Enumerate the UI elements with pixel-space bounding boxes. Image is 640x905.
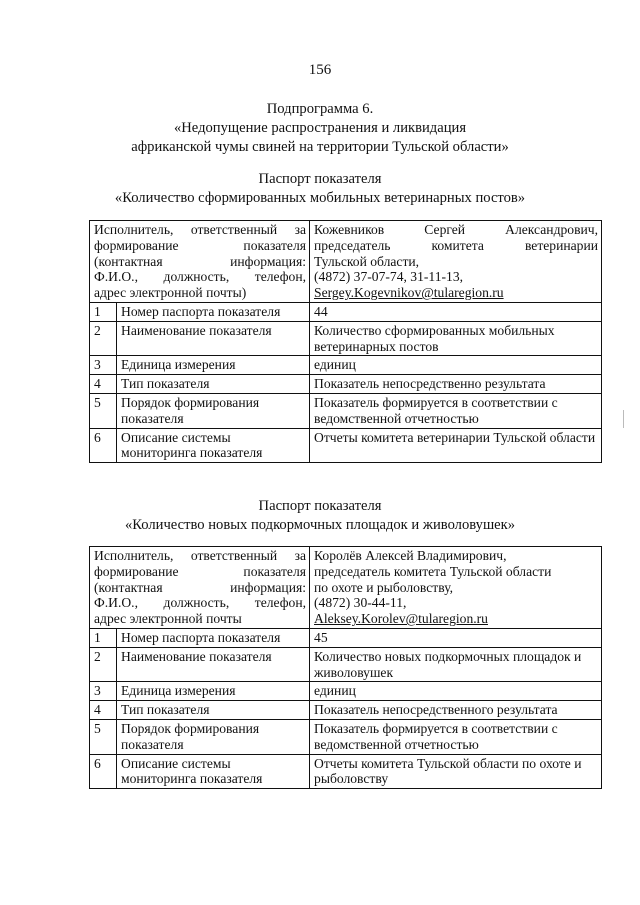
- executor-label: [90, 221, 310, 303]
- table-row: [90, 701, 602, 720]
- row-value: Количество сформированных мобильных ветеринарных постов: [310, 321, 602, 356]
- executor-label-line: адрес электронной почты: [94, 611, 242, 627]
- executor-value: [310, 221, 602, 303]
- table-row: [90, 428, 602, 463]
- row-number: 5: [90, 719, 117, 754]
- row-label: Наименование показателя: [117, 321, 310, 356]
- row-value: единиц: [310, 356, 602, 375]
- executor-row: [90, 221, 602, 303]
- row-label: Номер паспорта показателя: [117, 302, 310, 321]
- executor-label-line: формирование показателя: [94, 563, 307, 579]
- subprogram-line-1: «Недопущение распространения и ликвидация: [173, 120, 467, 136]
- row-number: 6: [90, 428, 117, 463]
- row-value: Показатель непосредственно результата: [310, 375, 602, 394]
- row-value: Отчеты комитета Тульской области по охоте и рыболовству: [310, 754, 602, 789]
- row-value: единиц: [310, 682, 602, 701]
- row-label: Описание системы мониторинга показателя: [117, 428, 310, 463]
- passport-1-heading: [0, 170, 640, 208]
- row-number: 5: [90, 393, 117, 428]
- table-row: [90, 321, 602, 356]
- executor-value-line: Королёв Алексей Владимирович,: [314, 548, 507, 563]
- row-number: 2: [90, 647, 117, 682]
- row-value: Показатель формируется в соответствии с ведомственной отчетностью: [310, 393, 602, 428]
- row-number: 4: [90, 375, 117, 394]
- passport-2-title: Паспорт показателя: [258, 498, 382, 514]
- executor-value-line: председатель комитета Тульской области: [314, 563, 552, 579]
- executor-label-line: Исполнитель, ответственный за: [94, 548, 307, 563]
- executor-value-line: по охоте и рыболовству,: [314, 579, 454, 595]
- table-row: [90, 754, 602, 789]
- passport-1-table: [89, 220, 602, 463]
- row-label: Описание системы мониторинга показателя: [117, 754, 310, 789]
- row-number: 3: [90, 356, 117, 375]
- row-number: 3: [90, 682, 117, 701]
- row-label: Единица измерения: [117, 356, 310, 375]
- row-number: 1: [90, 302, 117, 321]
- row-value: Показатель непосредственного результата: [310, 701, 602, 720]
- row-label: Тип показателя: [117, 375, 310, 394]
- executor-label-line: Ф.И.О., должность, телефон,: [94, 269, 307, 285]
- executor-value-line: Тульской области,: [314, 253, 420, 269]
- executor-label-line: (контактная информация:: [94, 253, 307, 269]
- table-row: [90, 628, 602, 647]
- row-number: 2: [90, 321, 117, 356]
- executor-row: [90, 547, 602, 629]
- table-row: [90, 302, 602, 321]
- page-number: 156: [308, 62, 332, 78]
- passport-2-table: [89, 546, 602, 789]
- executor-email-link[interactable]: Aleksey.Korolev@tularegion.ru: [314, 611, 488, 627]
- executor-value-line: (4872) 37-07-74, 31-11-13,: [314, 269, 464, 285]
- executor-label-line: адрес электронной почты): [94, 285, 247, 301]
- executor-value-line: (4872) 30-44-11,: [314, 595, 407, 611]
- executor-label-line: Ф.И.О., должность, телефон,: [94, 595, 307, 611]
- executor-value: [310, 547, 602, 629]
- table-row: [90, 356, 602, 375]
- row-label: Порядок формирования показателя: [117, 719, 310, 754]
- row-value: Показатель формируется в соответствии с ведомственной отчетностью: [310, 719, 602, 754]
- row-label: Единица измерения: [117, 682, 310, 701]
- row-label: Номер паспорта показателя: [117, 628, 310, 647]
- executor-label-line: (контактная информация:: [94, 579, 307, 595]
- row-value: Отчеты комитета ветеринарии Тульской области: [310, 428, 602, 463]
- row-number: 6: [90, 754, 117, 789]
- row-value: 45: [310, 628, 602, 647]
- passport-2-subtitle: «Количество новых подкормочных площадок и живоловушек»: [124, 517, 516, 533]
- passport-2-heading: [0, 497, 640, 535]
- executor-value-line: Кожевников Сергей Александрович,: [314, 222, 599, 237]
- table-row: [90, 393, 602, 428]
- executor-label-line: Исполнитель, ответственный за: [94, 222, 307, 237]
- scan-artifact: [623, 410, 624, 428]
- passport-1-subtitle: «Количество сформированных мобильных ветеринарных постов»: [114, 190, 526, 206]
- table-row: [90, 647, 602, 682]
- passport-1-title: Паспорт показателя: [258, 171, 382, 187]
- row-label: Наименование показателя: [117, 647, 310, 682]
- table-row: [90, 375, 602, 394]
- row-number: 1: [90, 628, 117, 647]
- subprogram-heading: [0, 100, 640, 157]
- executor-email-link[interactable]: Sergey.Kogevnikov@tularegion.ru: [314, 285, 504, 301]
- row-number: 4: [90, 701, 117, 720]
- table-row: [90, 682, 602, 701]
- row-value: Количество новых подкормочных площадок и живоловушек: [310, 647, 602, 682]
- row-label: Порядок формирования показателя: [117, 393, 310, 428]
- executor-label: [90, 547, 310, 629]
- subprogram-line-2: африканской чумы свиней на территории Тульской области»: [131, 139, 509, 155]
- row-value: 44: [310, 302, 602, 321]
- subprogram-title: Подпрограмма 6.: [266, 101, 374, 117]
- table-row: [90, 719, 602, 754]
- executor-value-line: председатель комитета ветеринарии: [314, 237, 599, 253]
- executor-label-line: формирование показателя: [94, 237, 307, 253]
- row-label: Тип показателя: [117, 701, 310, 720]
